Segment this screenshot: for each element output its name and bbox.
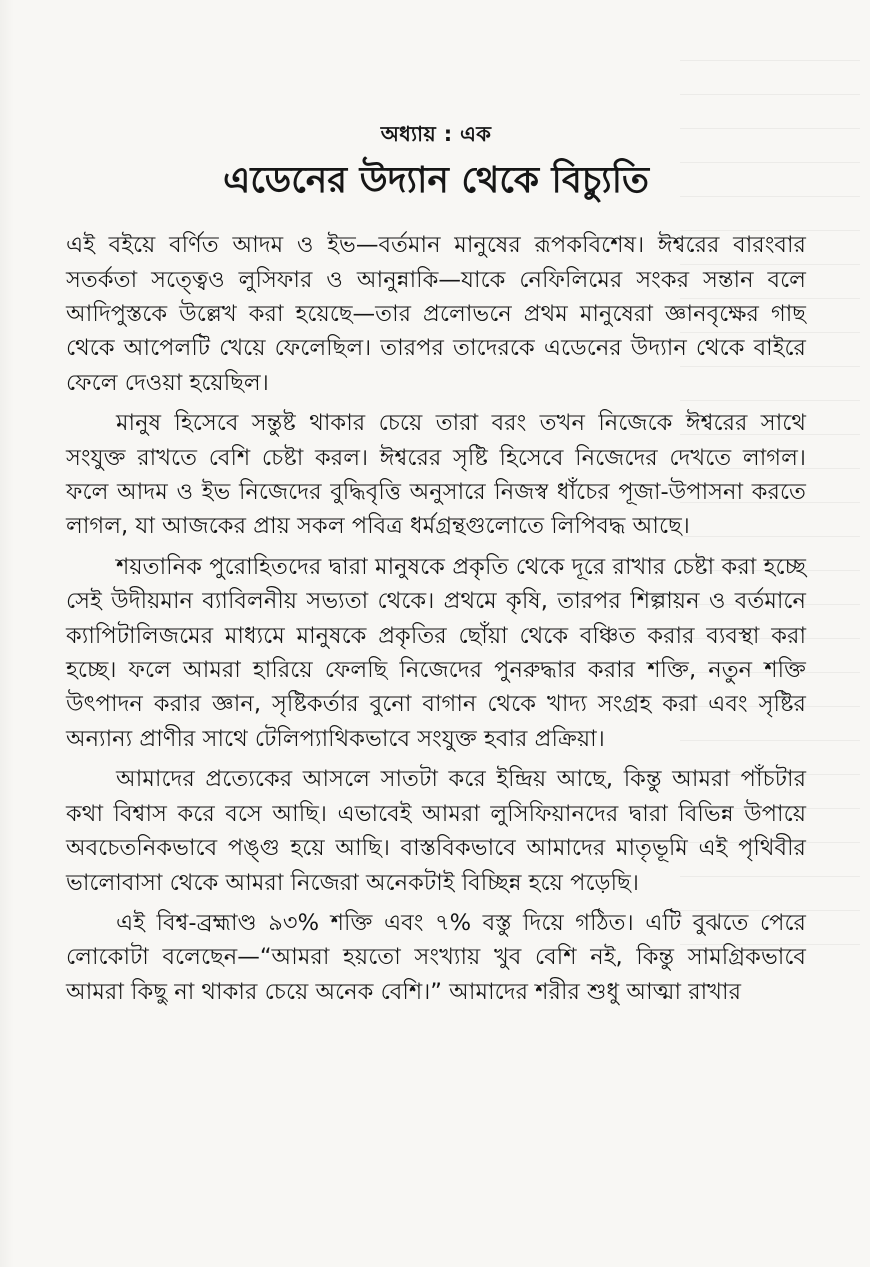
paragraph: এই বিশ্ব-ব্রহ্মাণ্ড ৯৩% শক্তি এবং ৭% বস্তু দিয়ে গঠিত। এটি বুঝতে পেরে লোকোটা বলেছেন—“আমরা হয়তো সংখ্যায় খুব বেশি নই, কিন্তু সামগ্রিকভাবে আমরা কিছু না থাকার চেয়ে অনেক বেশি।” আমাদের শরীর শুধু আত্মা রাখার	[66, 909, 806, 1005]
paragraph: মানুষ হিসেবে সন্তুষ্ট থাকার চেয়ে তারা বরং তখন নিজেকে ঈশ্বরের সাথে সংযুক্ত রাখতে বেশি চেষ্টা করল। ঈশ্বরের সৃষ্টি হিসেবে নিজেদের দেখতে লাগল। ফলে আদম ও ইভ নিজেদের বুদ্ধিবৃত্তি অনুসারে নিজস্ব ধাঁচের পূজা-উপাসনা করতে লাগল, যা আজকের প্রায় সকল পবিত্র ধর্মগ্রন্থগুলোতে লিপিবদ্ধ আছে।	[66, 410, 806, 540]
body-text	[66, 228, 806, 1009]
chapter-title: এডেনের উদ্যান থেকে বিচ্যুতি	[222, 160, 650, 201]
chapter-label: অধ্যায় : এক	[380, 122, 492, 146]
paragraph: এই বইয়ে বর্ণিত আদম ও ইভ—বর্তমান মানুষের রূপকবিশেষ। ঈশ্বরের বারংবার সতর্কতা সত্ত্বেও লুসিফার ও আনুন্নাকি—যাকে নেফিলিমের সংকর সন্তান বলে আদিপুস্তকে উল্লেখ করা হয়েছে—তার প্রলোভনে প্রথম মানুষেরা জ্ঞানবৃক্ষের গাছ থেকে আপেলটি খেয়ে ফেলেছিল। তারপর তাদেরকে এডেনের উদ্যান থেকে বাইরে ফেলে দেওয়া হয়েছিল।	[66, 232, 806, 396]
paragraph: শয়তানিক পুরোহিতদের দ্বারা মানুষকে প্রকৃতি থেকে দূরে রাখার চেষ্টা করা হচ্ছে সেই উদীয়মান ব্যাবিলনীয় সভ্যতা থেকে। প্রথমে কৃষি, তারপর শিল্পায়ন ও বর্তমানে ক্যাপিটালিজমের মাধ্যমে মানুষকে প্রকৃতির ছোঁয়া থেকে বঞ্চিত করার ব্যবস্থা করা হচ্ছে। ফলে আমরা হারিয়ে ফেলছি নিজেদের পুনরুদ্ধার করার শক্তি, নতুন শক্তি উৎপাদন করার জ্ঞান, সৃষ্টিকর্তার বুনো বাগান থেকে খাদ্য সংগ্রহ করা এবং সৃষ্টির অন্যান্য প্রাণীর সাথে টেলিপ্যাথিকভাবে সংযুক্ত হবার প্রক্রিয়া।	[66, 553, 806, 752]
paragraph: আমাদের প্রত্যেকের আসলে সাতটা করে ইন্দ্রিয় আছে, কিন্তু আমরা পাঁচটার কথা বিশ্বাস করে বসে আছি। এভাবেই আমরা লুসিফিয়ানদের দ্বারা বিভিন্ন উপায়ে অবচেতনিকভাবে পঙ্গু হয়ে আছি। বাস্তবিকভাবে আমাদের মাতৃভূমি এই পৃথিবীর ভালোবাসা থেকে আমরা নিজেরা অনেকটাই বিচ্ছিন্ন হয়ে পড়েছি।	[66, 766, 806, 896]
